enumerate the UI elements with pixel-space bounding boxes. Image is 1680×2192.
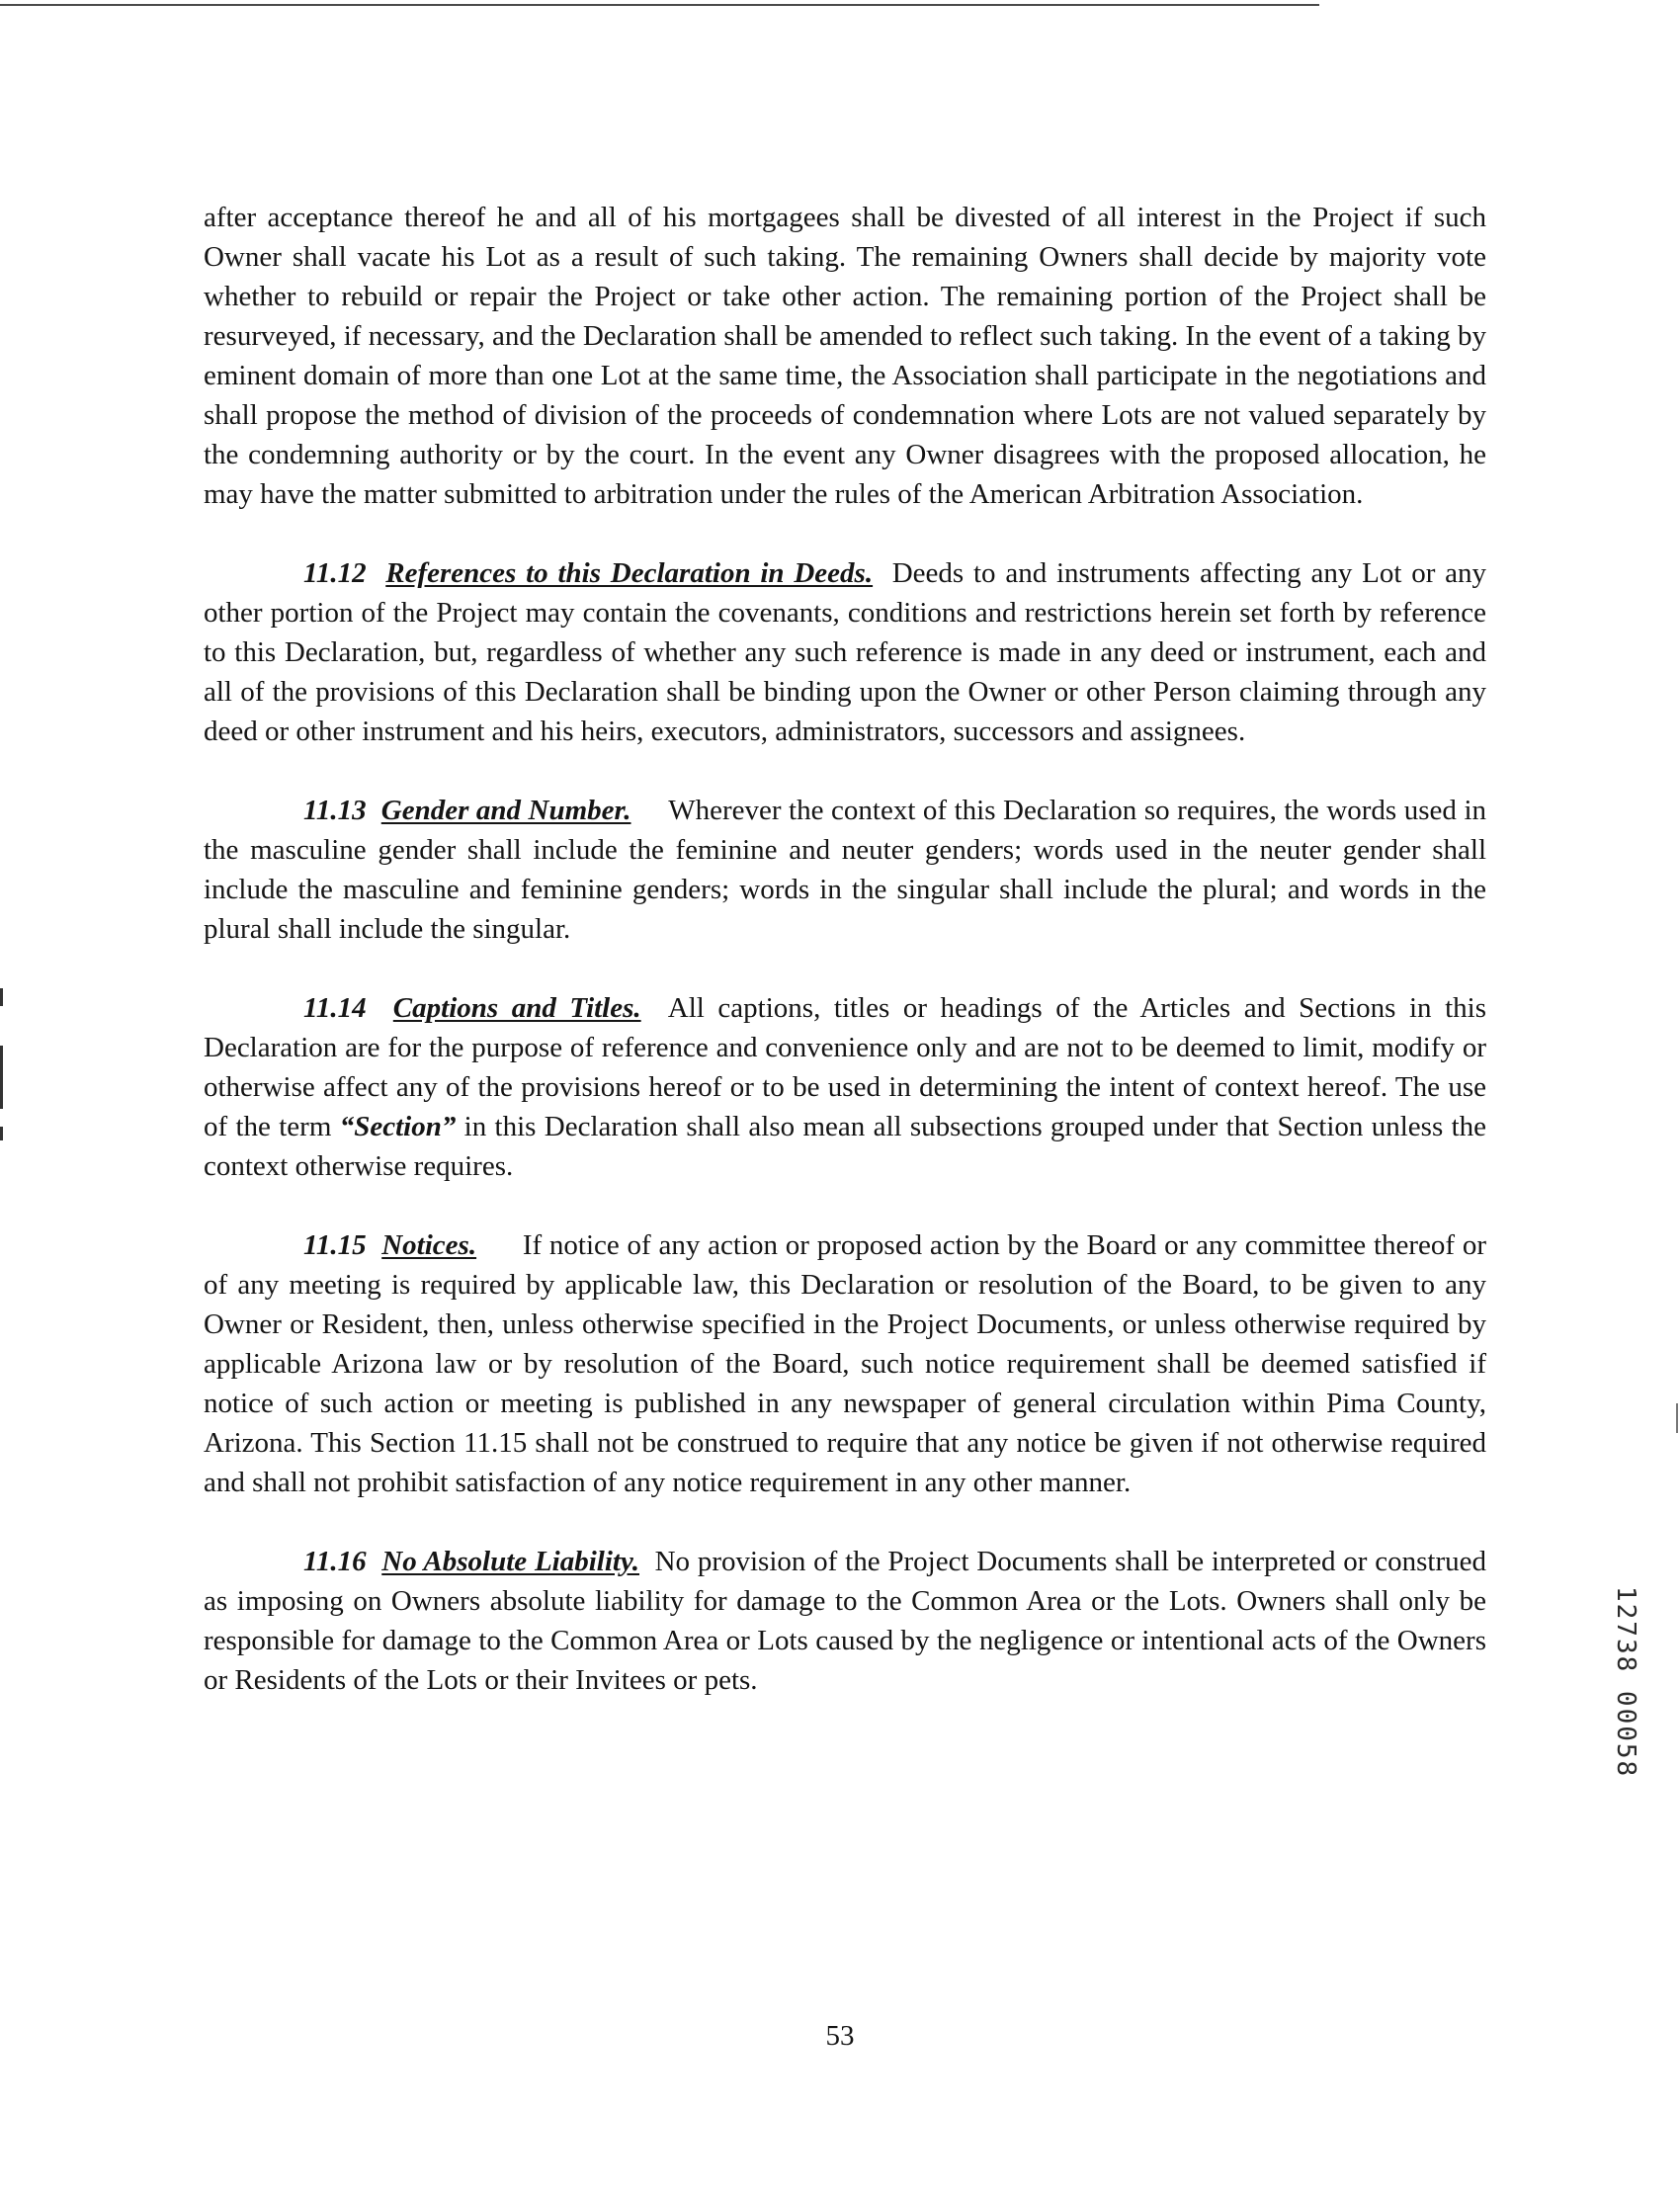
section-11-13	[204, 791, 1486, 949]
section-number: 11.16	[303, 1546, 367, 1577]
section-body: All captions, titles or headings of the Articles and Sections in this Declaration are for the purpose of reference and convenience only and are not to be deemed to limit, modify or otherwise affect any of the provisions hereof or to be used in determining the intent of context hereof. The use of the term	[204, 992, 1487, 1142]
section-body: No provision of the Project Documents shall be interpreted or construed as imposing on Owners absolute liability for damage to the Common Area or the Lots. Owners shall only be responsible for damage to the Common Area or Lots caused by the negligence or intentional acts of the Owners or Residents of the Lots or their Invitees or pets.	[204, 1546, 1487, 1696]
document-body	[204, 198, 1486, 1739]
top-border-line	[0, 4, 1319, 6]
section-title: Gender and Number.	[380, 795, 631, 826]
section-body: Wherever the context of this Declaration so requires, the words used in the masculine gender shall include the feminine and neuter genders; words used in the neuter gender shall include the masculine and feminine genders; words in the singular shall include the plural; and words in the plural shall include the singular.	[204, 795, 1487, 945]
section-number: 11.14	[303, 992, 367, 1024]
section-number: 11.15	[303, 1229, 367, 1261]
section-title: No Absolute Liability.	[381, 1546, 639, 1577]
section-11-16	[204, 1542, 1486, 1700]
section-title: Captions and Titles.	[392, 992, 641, 1024]
recording-number-stamp: 12738 00058	[1611, 1586, 1640, 1779]
page-number: 53	[825, 2020, 855, 2052]
defined-term: “Section”	[339, 1111, 457, 1142]
section-number: 11.13	[303, 795, 367, 826]
section-11-14	[204, 988, 1486, 1186]
section-title: References to this Declaration in Deeds.	[385, 557, 874, 589]
scan-edge-mark	[1676, 1403, 1678, 1433]
scan-edge-mark	[0, 1127, 3, 1140]
scan-edge-mark	[0, 1046, 3, 1109]
section-body-continued: in this Declaration shall also mean all subsections grouped under that Section unless the context otherwise requires.	[204, 1111, 1486, 1182]
scan-edge-mark	[0, 988, 3, 1006]
section-11-12	[204, 553, 1486, 751]
section-body: If notice of any action or proposed action by the Board or any committee thereof or of any meeting is required by applicable law, this Declaration or resolution of the Board, to be given to any Owner or Resident, then, unless otherwise specified in the Project Documents, or unless otherwise required by applicable Arizona law or by resolution of the Board, such notice requirement shall be deemed satisfied if notice of such action or meeting is published in any newspaper of general circulation within Pima County, Arizona. This Section 11.15 shall not be construed to require that any notice be given if not otherwise required and shall not prohibit satisfaction of any notice requirement in any other manner.	[204, 1229, 1487, 1498]
section-body: Deeds to and instruments affecting any Lot or any other portion of the Project may contain the covenants, conditions and restrictions herein set forth by reference to this Declaration, but, regardless of whether any such reference is made in any deed or instrument, each and all of the provisions of this Declaration shall be binding upon the Owner or other Person claiming through any deed or other instrument and his heirs, executors, administrators, successors and assignees.	[204, 557, 1487, 747]
continuation-paragraph: after acceptance thereof he and all of his mortgagees shall be divested of all interest in the Project if such Owner shall vacate his Lot as a result of such taking. The remaining Owners shall decide by majority vote whether to rebuild or repair the Project or take other action. The remaining portion of the Project shall be resurveyed, if necessary, and the Declaration shall be amended to reflect such taking. In the event of a taking by eminent domain of more than one Lot at the same time, the Association shall participate in the negotiations and shall propose the method of division of the proceeds of condemnation where Lots are not valued separately by the condemning authority or by the court. In the event any Owner disagrees with the proposed allocation, he may have the matter submitted to arbitration under the rules of the American Arbitration Association.	[204, 202, 1486, 510]
section-title: Notices.	[381, 1229, 477, 1261]
section-11-15	[204, 1225, 1486, 1502]
section-number: 11.12	[303, 557, 367, 589]
